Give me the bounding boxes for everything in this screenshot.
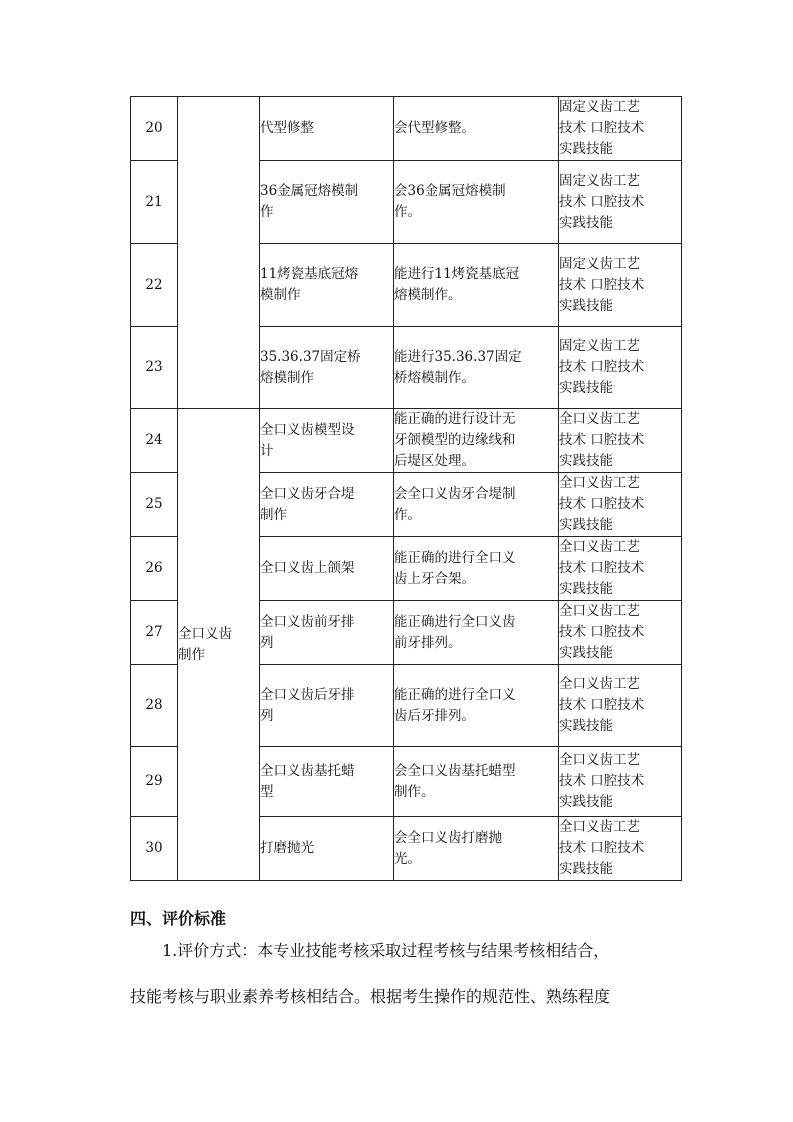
skill-item: 全口义齿前牙排 列 — [260, 601, 394, 665]
reference-material: 全口义齿工艺 技术 口腔技术 实践技能 — [559, 665, 682, 747]
reference-material: 全口义齿工艺 技术 口腔技术 实践技能 — [559, 473, 682, 537]
skill-requirement: 会代型修整。 — [394, 97, 559, 161]
skill-requirement: 能正确的进行全口义 齿后牙排列。 — [394, 665, 559, 747]
reference-material: 全口义齿工艺 技术 口腔技术 实践技能 — [559, 747, 682, 817]
skill-requirement: 会36金属冠熔模制 作。 — [394, 161, 559, 244]
skill-item: 11烤瓷基底冠熔 模制作 — [260, 244, 394, 327]
skill-item: 全口义齿模型设 计 — [260, 409, 394, 473]
skill-item: 打磨抛光 — [260, 817, 394, 881]
row-number: 25 — [131, 473, 178, 537]
skills-table — [130, 96, 682, 881]
row-number: 30 — [131, 817, 178, 881]
skill-item: 全口义齿基托蜡 型 — [260, 747, 394, 817]
row-number: 27 — [131, 601, 178, 665]
reference-material: 固定义齿工艺 技术 口腔技术 实践技能 — [559, 161, 682, 244]
skill-requirement: 会全口义齿牙合堤制 作。 — [394, 473, 559, 537]
skill-requirement: 会全口义齿基托蜡型 制作。 — [394, 747, 559, 817]
reference-material: 固定义齿工艺 技术 口腔技术 实践技能 — [559, 97, 682, 161]
skill-item: 36金属冠熔模制 作 — [260, 161, 394, 244]
skill-item: 全口义齿上颌架 — [260, 537, 394, 601]
paragraph-line: 1.评价方式：本专业技能考核采取过程考核与结果考核相结合， — [162, 941, 610, 960]
row-number: 22 — [131, 244, 178, 327]
table-row — [131, 97, 682, 161]
skill-item: 35.36.37固定桥 熔模制作 — [260, 327, 394, 409]
skill-requirement: 能进行35.36.37固定 桥熔模制作。 — [394, 327, 559, 409]
skill-item: 全口义齿后牙排 列 — [260, 665, 394, 747]
skill-requirement: 会全口义齿打磨抛 光。 — [394, 817, 559, 881]
reference-material: 全口义齿工艺 技术 口腔技术 实践技能 — [559, 537, 682, 601]
module-cell-full-denture: 全口义齿 制作 — [178, 409, 260, 881]
skill-item: 全口义齿牙合堤 制作 — [260, 473, 394, 537]
paragraph-line: 技能考核与职业素养考核相结合。根据考生操作的规范性、熟练程度 — [130, 987, 611, 1006]
reference-material: 全口义齿工艺 技术 口腔技术 实践技能 — [559, 409, 682, 473]
module-cell-fixed — [178, 97, 260, 409]
row-number: 29 — [131, 747, 178, 817]
reference-material: 固定义齿工艺 技术 口腔技术 实践技能 — [559, 327, 682, 409]
row-number: 26 — [131, 537, 178, 601]
row-number: 23 — [131, 327, 178, 409]
row-number: 28 — [131, 665, 178, 747]
skill-item: 代型修整 — [260, 97, 394, 161]
skill-requirement: 能正确的进行设计无 牙颌模型的边缘线和 后堤区处理。 — [394, 409, 559, 473]
skill-requirement: 能正确进行全口义齿 前牙排列。 — [394, 601, 559, 665]
reference-material: 固定义齿工艺 技术 口腔技术 实践技能 — [559, 244, 682, 327]
skill-requirement: 能正确的进行全口义 齿上牙合架。 — [394, 537, 559, 601]
table-row — [131, 409, 682, 473]
row-number: 24 — [131, 409, 178, 473]
reference-material: 全口义齿工艺 技术 口腔技术 实践技能 — [559, 817, 682, 881]
reference-material: 全口义齿工艺 技术 口腔技术 实践技能 — [559, 601, 682, 665]
skill-requirement: 能进行11烤瓷基底冠 熔模制作。 — [394, 244, 559, 327]
row-number: 21 — [131, 161, 178, 244]
row-number: 20 — [131, 97, 178, 161]
section-heading: 四、评价标准 — [130, 909, 227, 928]
